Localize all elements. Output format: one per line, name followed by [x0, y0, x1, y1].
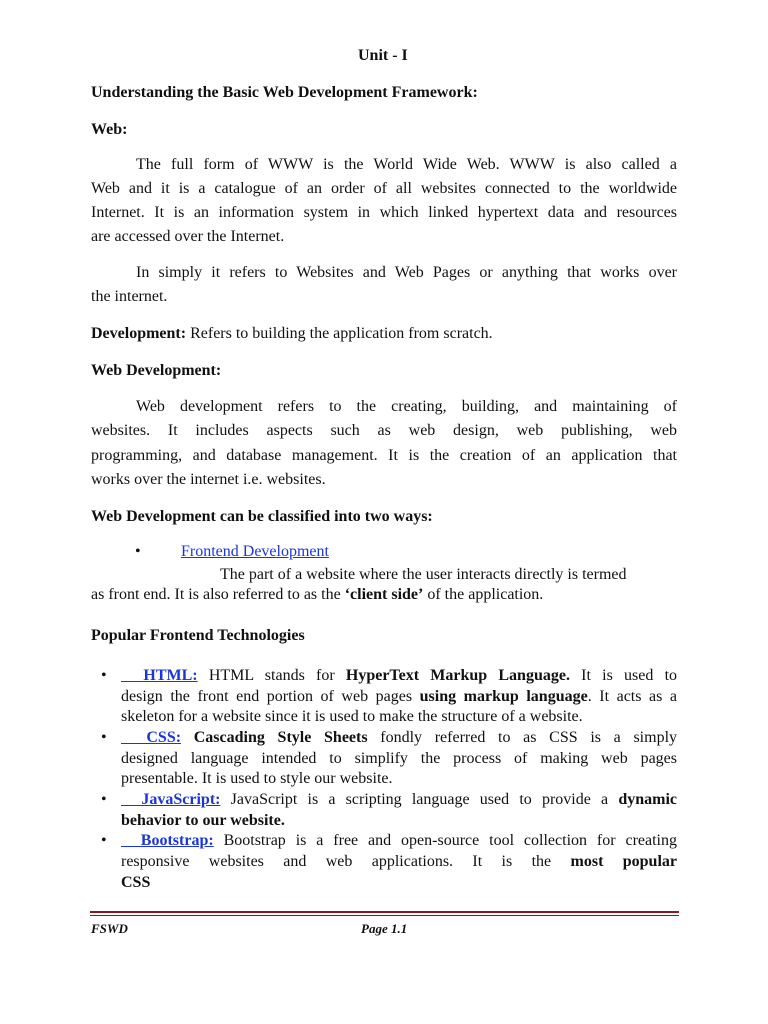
html-l2-a: design the front end portion of web pages — [121, 688, 420, 705]
frontend-desc-line2 — [91, 585, 543, 605]
development-label: Development: — [91, 325, 187, 342]
frontend-development-link[interactable]: Frontend Development — [181, 543, 329, 560]
html-term: HyperText Markup Language. — [345, 667, 570, 684]
bootstrap-l2-b: most popular — [570, 853, 678, 870]
html-text-c: It is used to — [569, 667, 678, 684]
js-line1 — [121, 790, 677, 810]
frontend-desc-pre: as front end. It is also referred to as the — [91, 586, 345, 603]
web-para2-line2: the internet. — [91, 288, 168, 305]
web-para2-line1: In simply it refers to Websites and Web Pages or anything that works over — [136, 264, 677, 281]
web-dev-line2: websites. It includes aspects such as web design, web publishing, web — [91, 422, 677, 439]
css-line2: designed language intended to simplify the process of making web pages — [121, 750, 677, 767]
html-l2-c: . It acts as a — [587, 688, 678, 705]
web-para1-line4: are accessed over the Internet. — [91, 228, 285, 245]
js-line2: behavior to our website. — [121, 812, 285, 829]
html-line1 — [121, 666, 677, 686]
unit-title: Unit - I — [358, 47, 408, 64]
web-dev-heading: Web Development: — [91, 362, 222, 379]
bootstrap-link[interactable]: Bootstrap: — [121, 832, 214, 849]
footer-rule-bottom — [90, 915, 679, 916]
web-para1-line1: The full form of WWW is the World Wide Web. WWW is also called a — [136, 156, 677, 173]
css-term: Cascading Style Sheets — [193, 729, 368, 746]
css-link[interactable]: CSS: — [121, 729, 182, 746]
page-number: Page 1.1 — [361, 921, 408, 936]
html-bullet: • — [101, 667, 107, 684]
js-bullet: • — [101, 791, 107, 808]
css-text-a — [181, 729, 194, 746]
frontend-desc-line1: The part of a website where the user interacts directly is termed — [220, 566, 627, 583]
web-para1-line2: Web and it is a catalogue of an order of all websites connected to the worldwide — [91, 180, 677, 197]
html-text-a: HTML stands for — [197, 667, 346, 684]
bootstrap-text-a: Bootstrap is a free and open-source tool collection for creating — [213, 832, 677, 849]
classification-heading: Web Development can be classified into two ways: — [91, 508, 433, 525]
client-side-term: ‘client side’ — [344, 586, 424, 603]
html-line2 — [121, 687, 677, 707]
bootstrap-bullet: • — [101, 832, 107, 849]
bootstrap-line1 — [121, 831, 677, 851]
bootstrap-line2 — [121, 852, 677, 872]
css-bullet: • — [101, 729, 107, 746]
frontend-bullet: • — [135, 543, 141, 560]
js-term: dynamic — [618, 791, 677, 808]
development-text: Refers to building the application from scratch. — [186, 325, 493, 342]
frontend-desc-post: of the application. — [423, 586, 544, 603]
css-text-c: fondly referred to as CSS is a simply — [367, 729, 678, 746]
web-dev-line1: Web development refers to the creating, building, and maintaining of — [136, 398, 677, 415]
css-line1 — [121, 728, 677, 748]
html-link[interactable]: HTML: — [121, 667, 198, 684]
html-line3: skeleton for a website since it is used to make the structure of a website. — [121, 708, 583, 725]
bootstrap-l2-a: responsive websites and web applications. It is the — [121, 853, 571, 870]
web-dev-line3: programming, and database management. It is the creation of an application that — [91, 447, 677, 464]
footer-rule-top — [90, 911, 679, 913]
popular-heading: Popular Frontend Technologies — [91, 627, 305, 644]
web-para1-line3: Internet. It is an information system in which linked hypertext data and resources — [91, 204, 677, 221]
js-text-a: JavaScript is a scripting language used to provide a — [220, 791, 619, 808]
css-line3: presentable. It is used to style our website. — [121, 770, 393, 787]
main-heading: Understanding the Basic Web Development Framework: — [91, 84, 478, 101]
bootstrap-line3: CSS — [121, 874, 151, 891]
footer-left: FSWD — [91, 921, 128, 936]
javascript-link[interactable]: JavaScript: — [121, 791, 221, 808]
web-dev-line4: works over the internet i.e. websites. — [91, 471, 326, 488]
web-heading: Web: — [91, 121, 128, 138]
development-line — [91, 324, 493, 344]
html-l2-b: using markup language — [419, 688, 588, 705]
